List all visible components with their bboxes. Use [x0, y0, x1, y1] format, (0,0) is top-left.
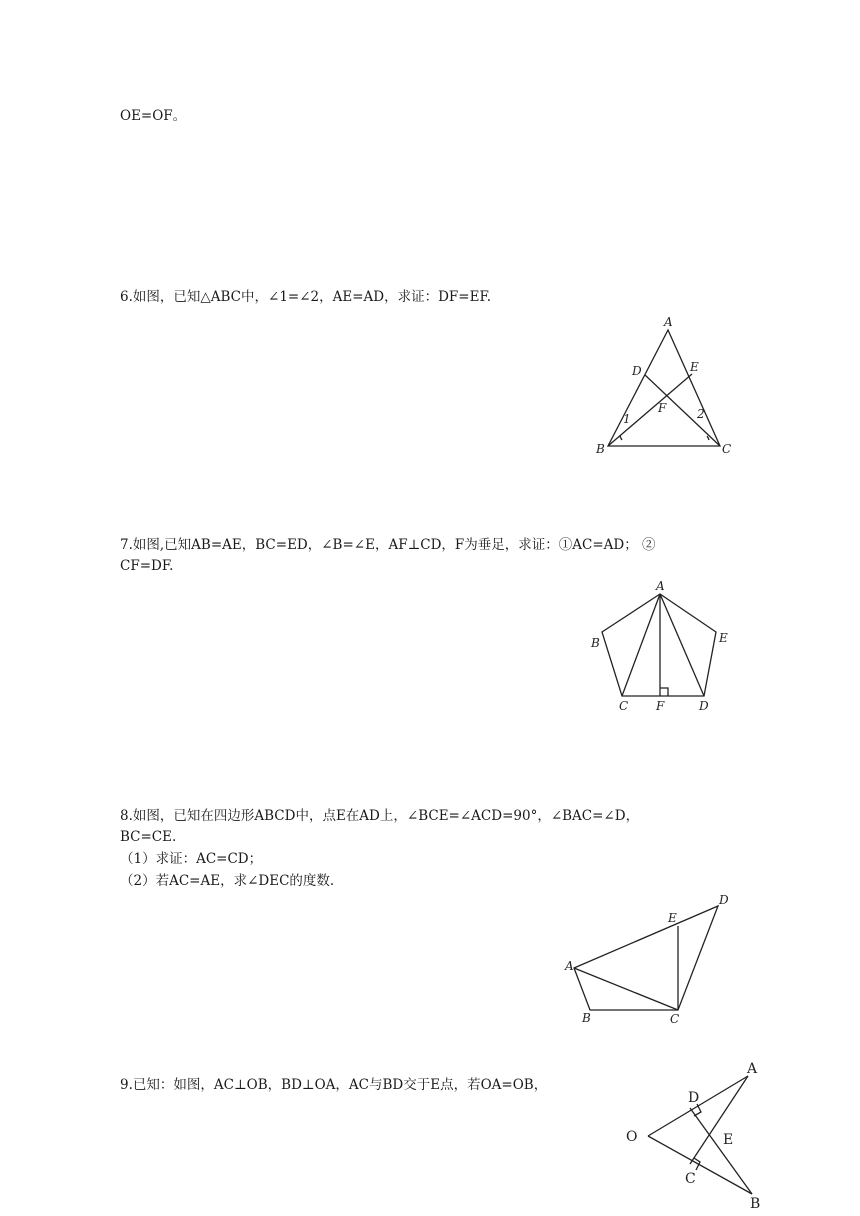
fig9-segment-ob: [648, 1136, 752, 1194]
fig6-label-b: B: [596, 442, 605, 456]
fig7-label-f: F: [656, 699, 665, 713]
problem-8-line-4: （2）若AC=AE，求∠DEC的度数.: [120, 873, 335, 889]
problem-8-line-1: 8.如图，已知在四边形ABCD中，点E在AD上，∠BCE=∠ACD=90°，∠BAC=∠D，: [120, 808, 640, 824]
fig8-label-a: A: [565, 959, 574, 973]
fig7-label-c: C: [619, 699, 629, 713]
problem-8-line-2: BC=CE.: [120, 829, 177, 845]
fig7-label-d: D: [699, 699, 709, 713]
problem-7-line-2: CF=DF.: [120, 558, 174, 574]
problem-8-line-3: （1）求证：AC=CD；: [120, 851, 263, 867]
fig6-label-angle-2: 2: [697, 407, 705, 421]
fig8-label-d: D: [719, 893, 729, 907]
fig6-label-f: F: [658, 401, 667, 415]
fig6-label-d: D: [632, 364, 642, 378]
fig9-label-a: A: [747, 1061, 758, 1077]
problem-9-line-1: 9.已知：如图，AC⊥OB，BD⊥OA，AC与BD交于E点，若OA=OB，: [120, 1077, 548, 1093]
fig6-label-c: C: [722, 442, 732, 456]
problem-7-line-1: 7.如图,已知AB=AE，BC=ED，∠B=∠E，AF⊥CD，F为垂足，求证：①AC=AD； ②: [120, 537, 656, 553]
fig7-label-e: E: [719, 631, 728, 645]
fig9-label-c: C: [685, 1171, 696, 1187]
fig7-label-a: A: [656, 579, 665, 593]
fig6-label-angle-1: 1: [623, 412, 631, 426]
problem-6-line-1: 6.如图，已知△ABC中，∠1=∠2，AE=AD，求证：DF=EF.: [120, 289, 492, 305]
fragment-text: OE=OF。: [120, 108, 187, 124]
fig9-label-o: O: [626, 1129, 638, 1145]
fig8-label-c: C: [670, 1012, 680, 1026]
fig9-label-d: D: [688, 1090, 700, 1106]
fig8-label-e: E: [668, 911, 677, 925]
fig9-label-b: B: [750, 1196, 761, 1212]
fig6-label-a: A: [664, 315, 673, 329]
fig8-label-b: B: [582, 1011, 591, 1025]
fig7-label-b: B: [591, 636, 600, 650]
fig9-label-e: E: [723, 1132, 734, 1148]
fig6-label-e: E: [690, 360, 699, 374]
